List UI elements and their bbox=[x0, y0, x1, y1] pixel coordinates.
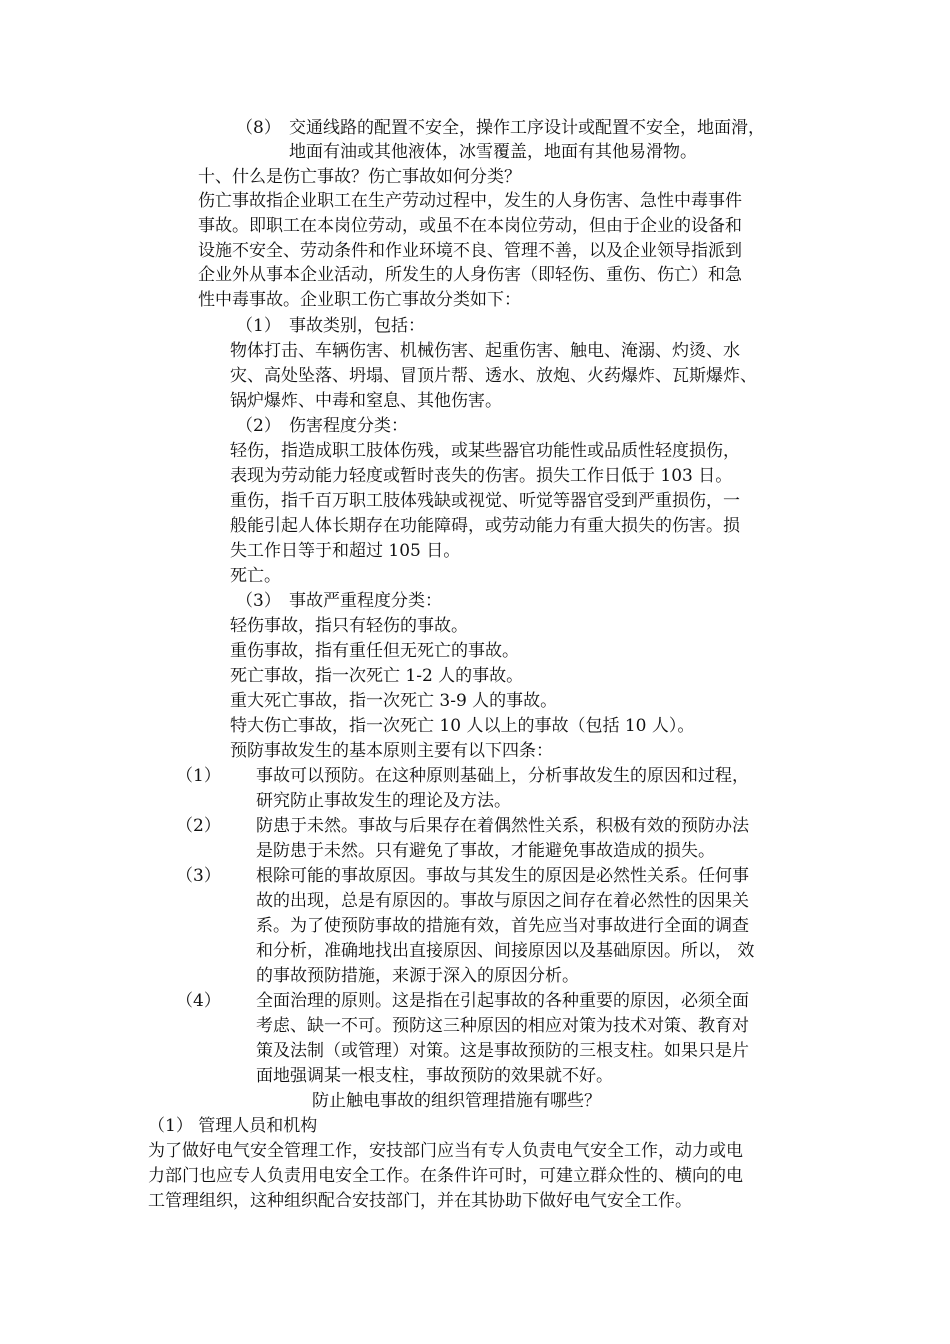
category-3-line: 轻伤事故，指只有轻伤的事故。 bbox=[230, 616, 468, 636]
principle-4-line: 全面治理的原则。这是指在引起事故的各种重要的原因，必须全面 bbox=[256, 991, 749, 1011]
category-2-number: （2） bbox=[236, 416, 281, 436]
principle-4-line: 策及法制（或管理）对策。这是事故预防的三根支柱。如果只是片 bbox=[256, 1041, 749, 1061]
intro-line: 性中毒事故。企业职工伤亡事故分类如下： bbox=[198, 290, 521, 310]
electric-section-heading: 防止触电事故的组织管理措施有哪些？ bbox=[312, 1091, 601, 1111]
principle-1-number: （1） bbox=[176, 766, 221, 786]
category-3-number: （3） bbox=[236, 591, 281, 611]
section-10-heading: 十、什么是伤亡事故？伤亡事故如何分类？ bbox=[198, 167, 521, 187]
category-2-line: 重伤，指千百万职工肢体残缺或视觉、听觉等器官受到严重损伤，一 bbox=[230, 491, 740, 511]
principle-3-line: 故的出现，总是有原因的。事故与原因之间存在着必然性的因果关 bbox=[256, 891, 749, 911]
item-8-line: 交通线路的配置不安全，操作工序设计或配置不安全，地面滑， bbox=[289, 118, 765, 138]
principle-3-line: 系。为了使预防事故的措施有效，首先应当对事故进行全面的调查 bbox=[256, 916, 749, 936]
category-1-line: 灾、高处坠落、坍塌、冒顶片帮、透水、放炮、火药爆炸、瓦斯爆炸、 bbox=[230, 366, 757, 386]
category-1-number: （1） bbox=[236, 316, 281, 336]
principle-3-line: 的事故预防措施，来源于深入的原因分析。 bbox=[256, 966, 579, 986]
category-1-line: 锅炉爆炸、中毒和窒息、其他伤害。 bbox=[230, 391, 502, 411]
principle-1-line: 事故可以预防。在这种原则基础上，分析事故发生的原因和过程， bbox=[256, 766, 749, 786]
electric-line: 力部门也应专人负责用电安全工作。在条件许可时，可建立群众性的、横向的电 bbox=[148, 1166, 743, 1186]
principle-3-number: （3） bbox=[176, 866, 221, 886]
principle-2-line: 防患于未然。事故与后果存在着偶然性关系，积极有效的预防办法 bbox=[256, 816, 749, 836]
principle-3-line: 根除可能的事故原因。事故与其发生的原因是必然性关系。任何事 bbox=[256, 866, 749, 886]
principle-2-number: （2） bbox=[176, 816, 221, 836]
category-3-line: 重伤事故，指有重任但无死亡的事故。 bbox=[230, 641, 519, 661]
item-8-number: （8） bbox=[236, 118, 281, 138]
electric-subheading: （1） 管理人员和机构 bbox=[148, 1116, 318, 1136]
principle-4-number: （4） bbox=[176, 991, 221, 1011]
category-2-line: 表现为劳动能力轻度或暂时丧失的伤害。损失工作日低于 103 日。 bbox=[230, 466, 733, 486]
principle-1-line: 研究防止事故发生的理论及方法。 bbox=[256, 791, 511, 811]
category-2-title: 伤害程度分类： bbox=[289, 416, 408, 436]
intro-line: 伤亡事故指企业职工在生产劳动过程中，发生的人身伤害、急性中毒事件 bbox=[198, 191, 742, 211]
category-3-title: 事故严重程度分类： bbox=[289, 591, 442, 611]
principle-4-line: 考虑、缺一不可。预防这三种原因的相应对策为技术对策、教育对 bbox=[256, 1016, 749, 1036]
category-2-line: 轻伤，指造成职工肢体伤残，或某些器官功能性或品质性轻度损伤， bbox=[230, 441, 740, 461]
category-2-line: 死亡。 bbox=[230, 566, 281, 586]
category-1-line: 物体打击、车辆伤害、机械伤害、起重伤害、触电、淹溺、灼烫、水 bbox=[230, 341, 740, 361]
item-8-line: 地面有油或其他液体，冰雪覆盖，地面有其他易滑物。 bbox=[289, 142, 697, 162]
category-3-line: 特大伤亡事故，指一次死亡 10 人以上的事故（包括 10 人）。 bbox=[230, 716, 695, 736]
principle-4-line: 面地强调某一根支柱，事故预防的效果就不好。 bbox=[256, 1066, 613, 1086]
principle-3-line: 和分析，准确地找出直接原因、间接原因以及基础原因。所以， 效 bbox=[256, 941, 755, 961]
electric-line: 工管理组织，这种组织配合安技部门，并在其协助下做好电气安全工作。 bbox=[148, 1191, 692, 1211]
category-3-line: 重大死亡事故，指一次死亡 3-9 人的事故。 bbox=[230, 691, 558, 711]
electric-line: 为了做好电气安全管理工作，安技部门应当有专人负责电气安全工作，动力或电 bbox=[148, 1141, 743, 1161]
principles-intro: 预防事故发生的基本原则主要有以下四条： bbox=[230, 741, 553, 761]
category-2-line: 失工作日等于和超过 105 日。 bbox=[230, 541, 461, 561]
category-1-title: 事故类别，包括： bbox=[289, 316, 425, 336]
intro-line: 企业外从事本企业活动，所发生的人身伤害（即轻伤、重伤、伤亡）和急 bbox=[198, 265, 742, 285]
category-3-line: 死亡事故，指一次死亡 1-2 人的事故。 bbox=[230, 666, 524, 686]
intro-line: 设施不安全、劳动条件和作业环境不良、管理不善，以及企业领导指派到 bbox=[198, 241, 742, 261]
intro-line: 事故。即职工在本岗位劳动，或虽不在本岗位劳动，但由于企业的设备和 bbox=[198, 216, 742, 236]
category-2-line: 般能引起人体长期存在功能障碍，或劳动能力有重大损失的伤害。损 bbox=[230, 516, 740, 536]
principle-2-line: 是防患于未然。只有避免了事故，才能避免事故造成的损失。 bbox=[256, 841, 715, 861]
